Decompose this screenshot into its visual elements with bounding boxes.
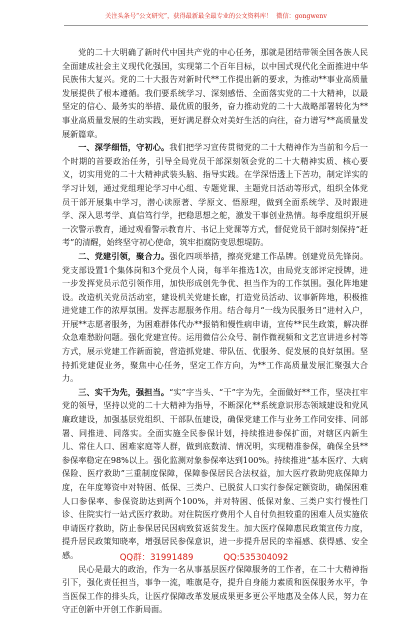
footer-qq-number: QQ:535304092 [223, 553, 289, 563]
header-promo-text: 关注头条号“公文研究”，获得最新最全最专业的公文资料库！ [105, 13, 273, 20]
paragraph-closing [62, 563, 368, 617]
paragraph-text: 强化四项举措，擦亮党建工作品牌。创建党员先锋岗。党支部设置1个集体岗和3个党员个人岗，每半年推选1次，由局党支部评定授牌，进一步发挥党员示范引领作用，加快形成创先争优、担当作为的工作氛围。强化阵地建设。改造机关党员活动室，建设机关党建长廊，打造党员活动、议事新阵地，积极推进党建工作的浓厚氛围。发挥志愿服务作用。结合每月“一线为民服务日”进村入户，开展**志愿者服务，为困难群体代办**报销和慢性病申请，宣传**民生政策，解决群众急难愁盼问题。强化党建宣传。运用微信公众号、制作微视频和文艺宣讲进乡村等方式，展示党建工作新面貌，营造抓党建、带队伍、优服务、促发展的良好氛围。坚持抓党建促业务，聚焦中心任务，坚定工作方向，为**工作高质量发展汇聚强大合力。 [62, 250, 368, 384]
paragraph-section-3 [62, 386, 368, 563]
paragraph-section-2 [62, 250, 368, 386]
section-heading: 二、党建引领，聚合力。 [78, 250, 170, 261]
page-footer [0, 551, 408, 563]
header-wechat-id: 微信：gongwenv [276, 13, 327, 20]
page-header [64, 9, 368, 26]
paragraph-section-1 [62, 141, 368, 250]
paragraph-text: 民心是最大的政治，作为一名从事基层医疗保障服务的工作者，在二十大精神指引下，强化责任担当，事争一流，唯旗是夺，提升自身能力素质和医保服务水平，争当医保工作的排头兵，让医疗保障改革发展成果更多更公平地惠及全体人民，努力在守正创新中开创工作新局面。 [62, 563, 368, 615]
section-heading: 三、实干为先，强担当。 [78, 386, 170, 397]
section-heading: 一、深学细悟，守初心。 [78, 142, 170, 153]
footer-qq-group: QQ群：31991489 [119, 553, 194, 563]
paragraph-intro [62, 46, 368, 141]
paragraph-text: “实”字当头、“干”字为先，全面做好**工作，坚决扛牢党的领导，坚持以党的二十大精神为指导，不断深化**系统意识形态领域建设和党风廉政建设，加强基层党组织、干部队伍建设，确保党建工作与业务工作同安排、同部署、同推进、同落实。全面实施全民参保计划，持续推进参保扩面，对辖区内新生儿、常住人口、困难家庭等人群，做到底数清、情况明，实现精准参保，确保全县**参保率稳定在98%以上。强化监测对象参保率达到100%。持续推进“基本医疗、大病保险、医疗救助”三重制度保障，保障参保居民合法权益，加大医疗救助兜底保障力度，在年度筹资中对特困、低保、三类户、已脱贫人口实行参保定额资助，确保困难人口参保率、参保资助达到两个100%，并对特困、低保对象、三类户实行慢性门诊、住院实行一站式医疗救助。对住院医疗费用个人自付负担较重的困难人员实施依申请医疗救助，防止参保居民因病致贫返贫发生。加大医疗保障惠民政策宣传力度，提升居民政策知晓率，增强居民参保意识，进一步提升居民的幸福感、获得感、安全感。 [62, 386, 368, 560]
paragraph-text: 我们把学习宣传贯彻党的二十大精神作为当前和今后一个时期的首要政治任务，引导全局党员干部深刻领会党的二十大精神实质、核心要义，切实用党的二十大精神武装头脑、指导实践。在学深悟透上下苦功，制定详实的学习计划，通过党组理论学习中心组、专题党课、主题党日活动等形式，组织全体党员干部开展集中学习，潜心读原著、学原文、悟原理，做到全面系统学、及时跟进学、深入思考学、真信笃行学，把稳思想之舵，激发干事创业热情。每季度组织开展一次警示教育，通过观看警示教育片、书记上党课等方式，督促党员干部时刻保持“赶考”的清醒，始终坚守初心使命，筑牢拒腐防变思想堤防。 [62, 142, 368, 248]
paragraph-text: 党的二十大明确了新时代中国共产党的中心任务，那就是团结带领全国各族人民全面建成社会主义现代化强国，实现第二个百年目标，以中国式现代化全面推进中华民族伟大复兴。党的二十大报告对新时代**工作提出新的要求，为推动**事业高质量发展提供了根本遵循。我们要系统学习、深刻感悟、全面落实党的二十大精神，以最坚定的信心、最务实的举措、最优质的服务，奋力推动党的二十大战略部署转化为**事业高质量发展的生动实践，更好满足群众对美好生活的向往，奋力谱写**高质量发展新篇章。 [62, 47, 368, 139]
